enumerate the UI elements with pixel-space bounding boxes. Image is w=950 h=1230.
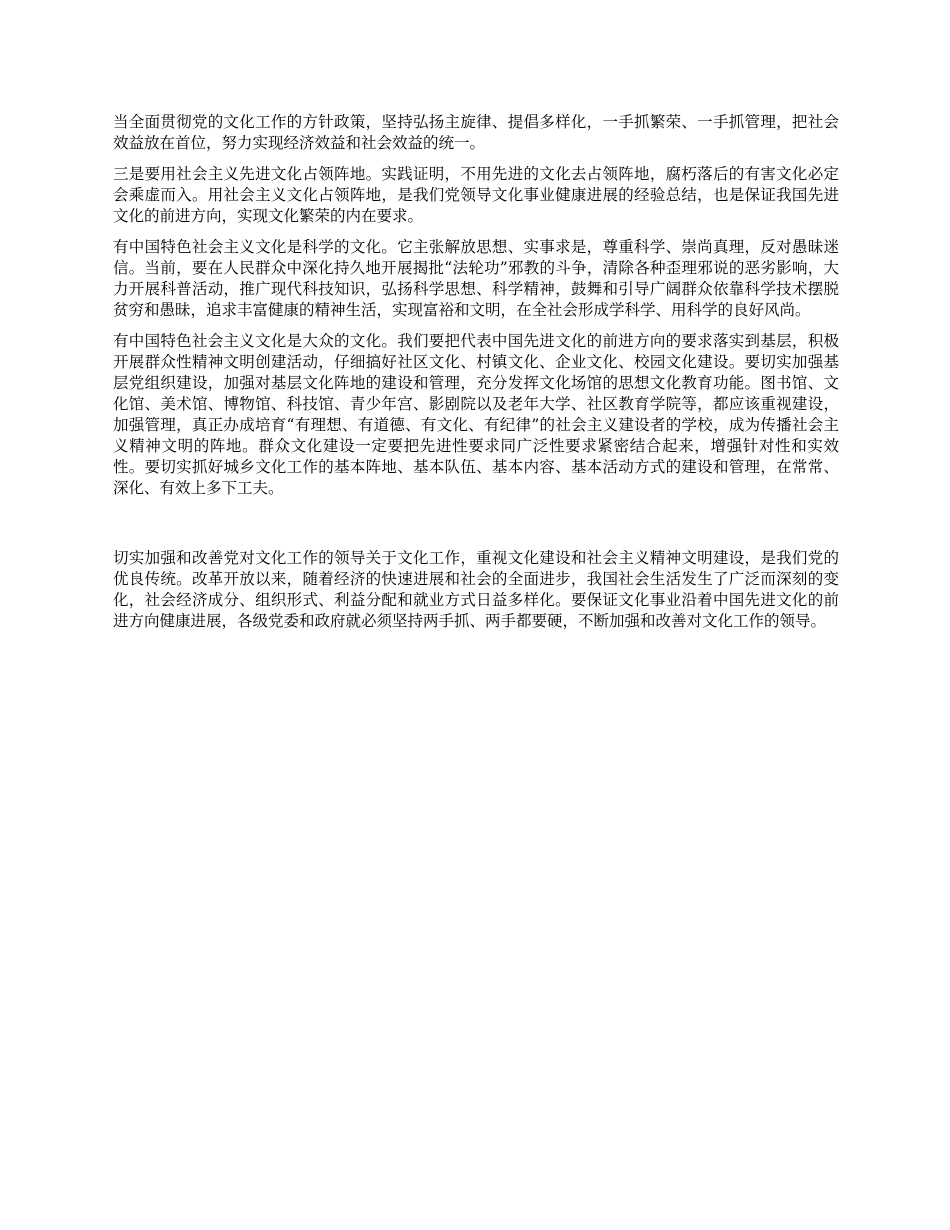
paragraph-4: 有中国特色社会主义文化是大众的文化。我们要把代表中国先进文化的前进方向的要求落实到基层，积极开展群众性精神文明创建活动，仔细搞好社区文化、村镇文化、企业文化、校园文化建设。要切实加强基层党组织建设，加强对基层文化阵地的建设和管理，充分发挥文化场馆的思想文化教育功能。图书馆、文化馆、美术馆、博物馆、科技馆、青少年宫、影剧院以及老年大学、社区教育学院等，都应该重视建设，加强管理，真正办成培育“有理想、有道德、有文化、有纪律”的社会主义建设者的学校，成为传播社会主义精神文明的阵地。群众文化建设一定要把先进性要求同广泛性要求紧密结合起来，增强针对性和实效性。要切实抓好城乡文化工作的基本阵地、基本队伍、基本内容、基本活动方式的建设和管理，在常常、深化、有效上多下工夫。 — [113, 332, 839, 497]
paragraph-5: 切实加强和改善党对文化工作的领导关于文化工作，重视文化建设和社会主义精神文明建设，是我们党的优良传统。改革开放以来，随着经济的快速进展和社会的全面进步，我国社会生活发生了广泛而深刻的变化，社会经济成分、组织形式、利益分配和就业方式日益多样化。要保证文化事业沿着中国先进文化的前进方向健康进展，各级党委和政府就必须坚持两手抓、两手都要硬，不断加强和改善对文化工作的领导。 — [113, 549, 839, 630]
paragraph-3: 有中国特色社会主义文化是科学的文化。它主张解放思想、实事求是，尊重科学、崇尚真理，反对愚昧迷信。当前，要在人民群众中深化持久地开展揭批“法轮功”邪教的斗争，清除各种歪理邪说的恶劣影响，大力开展科普活动，推广现代科技知识，弘扬科学思想、科学精神，鼓舞和引导广阔群众依靠科学技术摆脱贫穷和愚昧，追求丰富健康的精神生活，实现富裕和文明，在全社会形成学科学、用科学的良好风尚。 — [113, 238, 839, 319]
paragraph-1: 当全面贯彻党的文化工作的方针政策，坚持弘扬主旋律、提倡多样化，一手抓繁荣、一手抓管理，把社会效益放在首位，努力实现经济效益和社会效益的统一。 — [113, 113, 839, 152]
document-page — [113, 112, 839, 632]
section-spacer — [113, 499, 839, 548]
paragraph-2: 三是要用社会主义先进文化占领阵地。实践证明，不用先进的文化去占领阵地，腐朽落后的有害文化必定会乘虚而入。用社会主义文化占领阵地，是我们党领导文化事业健康进展的经验总结，也是保证我国先进文化的前进方向，实现文化繁荣的内在要求。 — [113, 165, 839, 225]
